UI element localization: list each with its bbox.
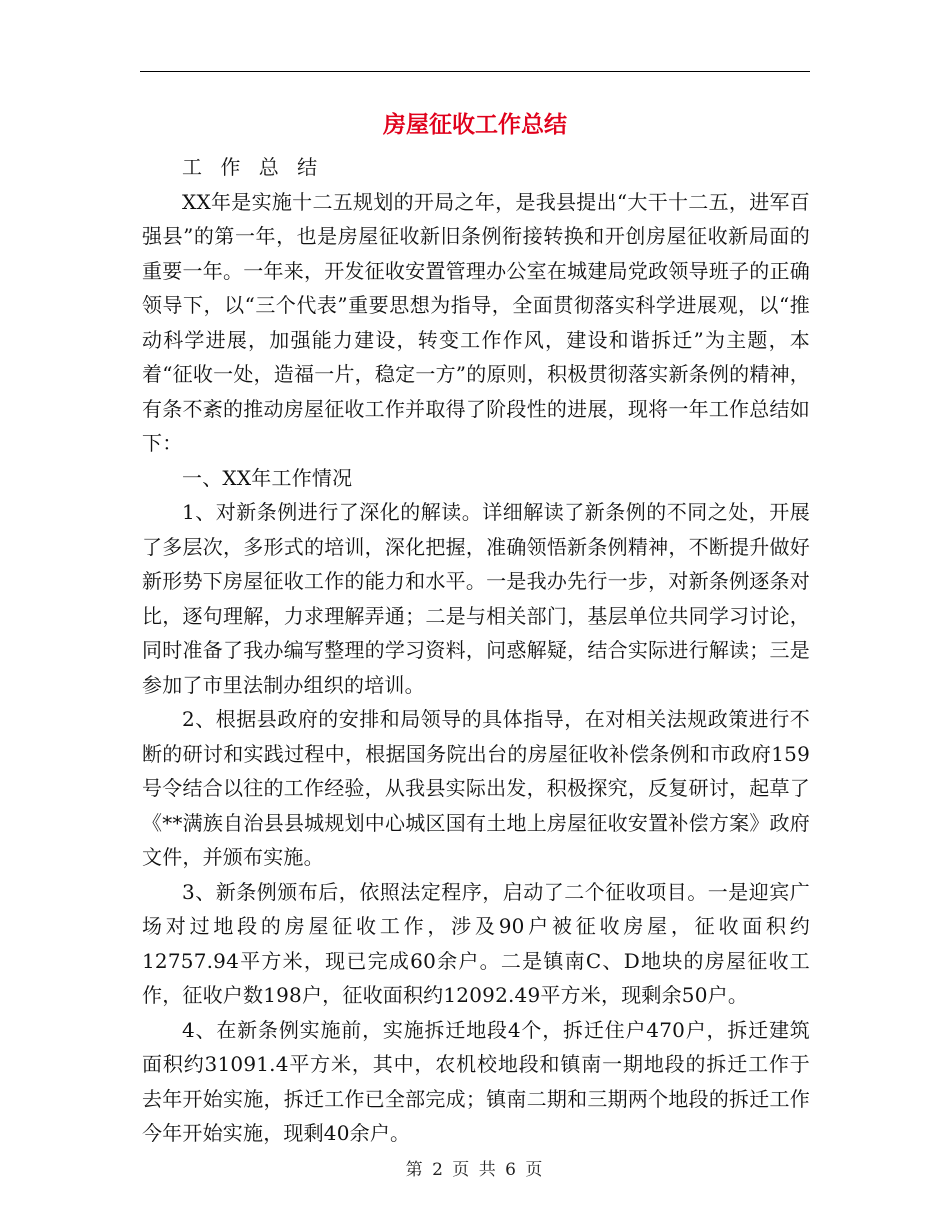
paragraph-item-2: 2、根据县政府的安排和局领导的具体指导，在对相关法规政策进行不断的研讨和实践过程中，根据国务院出台的房屋征收补偿条例和市政府159号令结合以往的工作经验，从我县实际出发，积极探究，反复研讨，起草了《**满族自治县县城规划中心城区国有土地上房屋征收安置补偿方案》政府文件，并颁布实施。 (142, 707, 810, 869)
paragraph-item-4: 4、在新条例实施前，实施拆迁地段4个，拆迁住户470户，拆迁建筑面积约31091.4平方米，其中，农机校地段和镇南一期地段的拆迁工作于去年开始实施，拆迁工作已全部完成；镇南二期和三期两个地段的拆迁工作今年开始实施，现剩40余户。 (142, 1017, 810, 1145)
document-body (142, 150, 810, 1151)
section-heading-work-status: 一、XX年工作情况 (182, 465, 353, 490)
document-title: 房屋征收工作总结 (383, 112, 567, 138)
paragraph-intro: XX年是实施十二五规划的开局之年，是我县提出“大干十二五，进军百强县”的第一年，也是房屋征收新旧条例衔接转换和开创房屋征收新局面的重要一年。一年来，开发征收安置管理办公室在城建局党政领导班子的正确领导下，以“三个代表”重要思想为指导，全面贯彻落实科学进展观，以“推动科学进展，加强能力建设，转变工作作风，建设和谐拆迁”为主题，本着“征收一处，造福一片，稳定一方”的原则，积极贯彻落实新条例的精神，有条不紊的推动房屋征收工作并取得了阶段性的进展，现将一年工作总结如下： (142, 189, 810, 455)
page-number-footer: 第 2 页 共 6 页 (405, 1160, 545, 1180)
paragraph-item-3: 3、新条例颁布后，依照法定程序，启动了二个征收项目。一是迎宾广场对过地段的房屋征收工作，涉及90户被征收房屋，征收面积约12757.94平方米，现已完成60余户。二是镇南C、D地块的房屋征收工作，征收户数198户，征收面积约12092.49平方米，现剩余50户。 (142, 879, 810, 1007)
header-rule (140, 71, 810, 72)
paragraph-item-1: 1、对新条例进行了深化的解读。详细解读了新条例的不同之处，开展了多层次，多形式的培训，深化把握，准确领悟新条例精神，不断提升做好新形势下房屋征收工作的能力和水平。一是我办先行一步，对新条例逐条对比，逐句理解，力求理解弄通；二是与相关部门，基层单位共同学习讨论，同时准备了我办编写整理的学习资料，问惑解疑，结合实际进行解读；三是参加了市里法制办组织的培训。 (142, 500, 810, 697)
section-heading-summary: 工 作 总 结 (182, 155, 324, 179)
